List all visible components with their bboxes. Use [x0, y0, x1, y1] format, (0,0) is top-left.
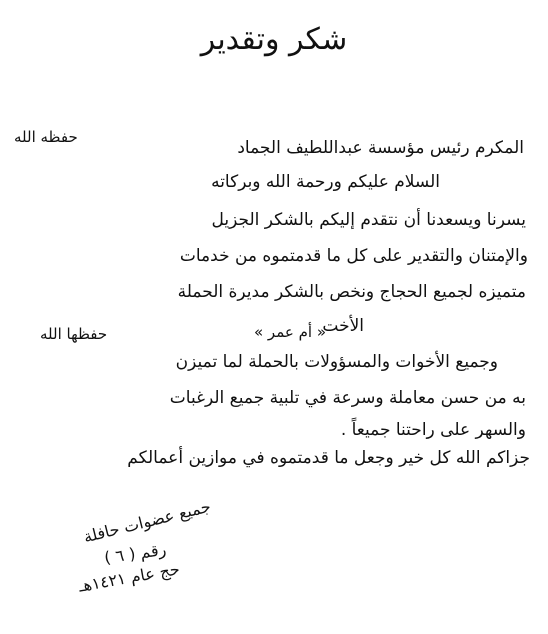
title-underline	[200, 64, 350, 65]
body-line-5: به من حسن معاملة وسرعة في تلبية جميع الرغبات	[169, 388, 526, 408]
sister-label: الأخت	[322, 316, 364, 336]
body-line-3: متميزه لجميع الحجاج ونخص بالشكر مديرة الحملة	[177, 282, 526, 302]
salutation-honorific: حفظه الله	[14, 128, 78, 146]
body-line-4: وجميع الأخوات والمسؤولات بالحملة لما تميزن	[175, 352, 498, 372]
body-line-1: يسرنا ويسعدنا أن نتقدم إليكم بالشكر الجزيل	[211, 210, 526, 230]
body-line-2: والإمتنان والتقدير على كل ما قدمتموه من خدمات	[179, 246, 528, 266]
salutation-line: المكرم رئيس مؤسسة عبداللطيف الجماد	[237, 138, 524, 158]
signature-line-2: رقم ( ٦ )	[102, 539, 168, 568]
signature-line-1: جميع عضوات حافلة	[81, 496, 213, 547]
sister-honorific: حفظها الله	[40, 325, 108, 343]
body-line-7: جزاكم الله كل خير وجعل ما قدمتموه في موازين أعمالكم	[127, 448, 530, 468]
letter-title: شكر وتقدير	[200, 22, 348, 57]
sister-name: « أم عمر »	[253, 323, 326, 341]
greeting-line: السلام عليكم ورحمة الله وبركاته	[211, 172, 440, 192]
signature-line-3: حج عام ١٤٢١هـ	[77, 559, 182, 596]
body-line-6: والسهر على راحتنا جميعاً .	[340, 420, 526, 440]
